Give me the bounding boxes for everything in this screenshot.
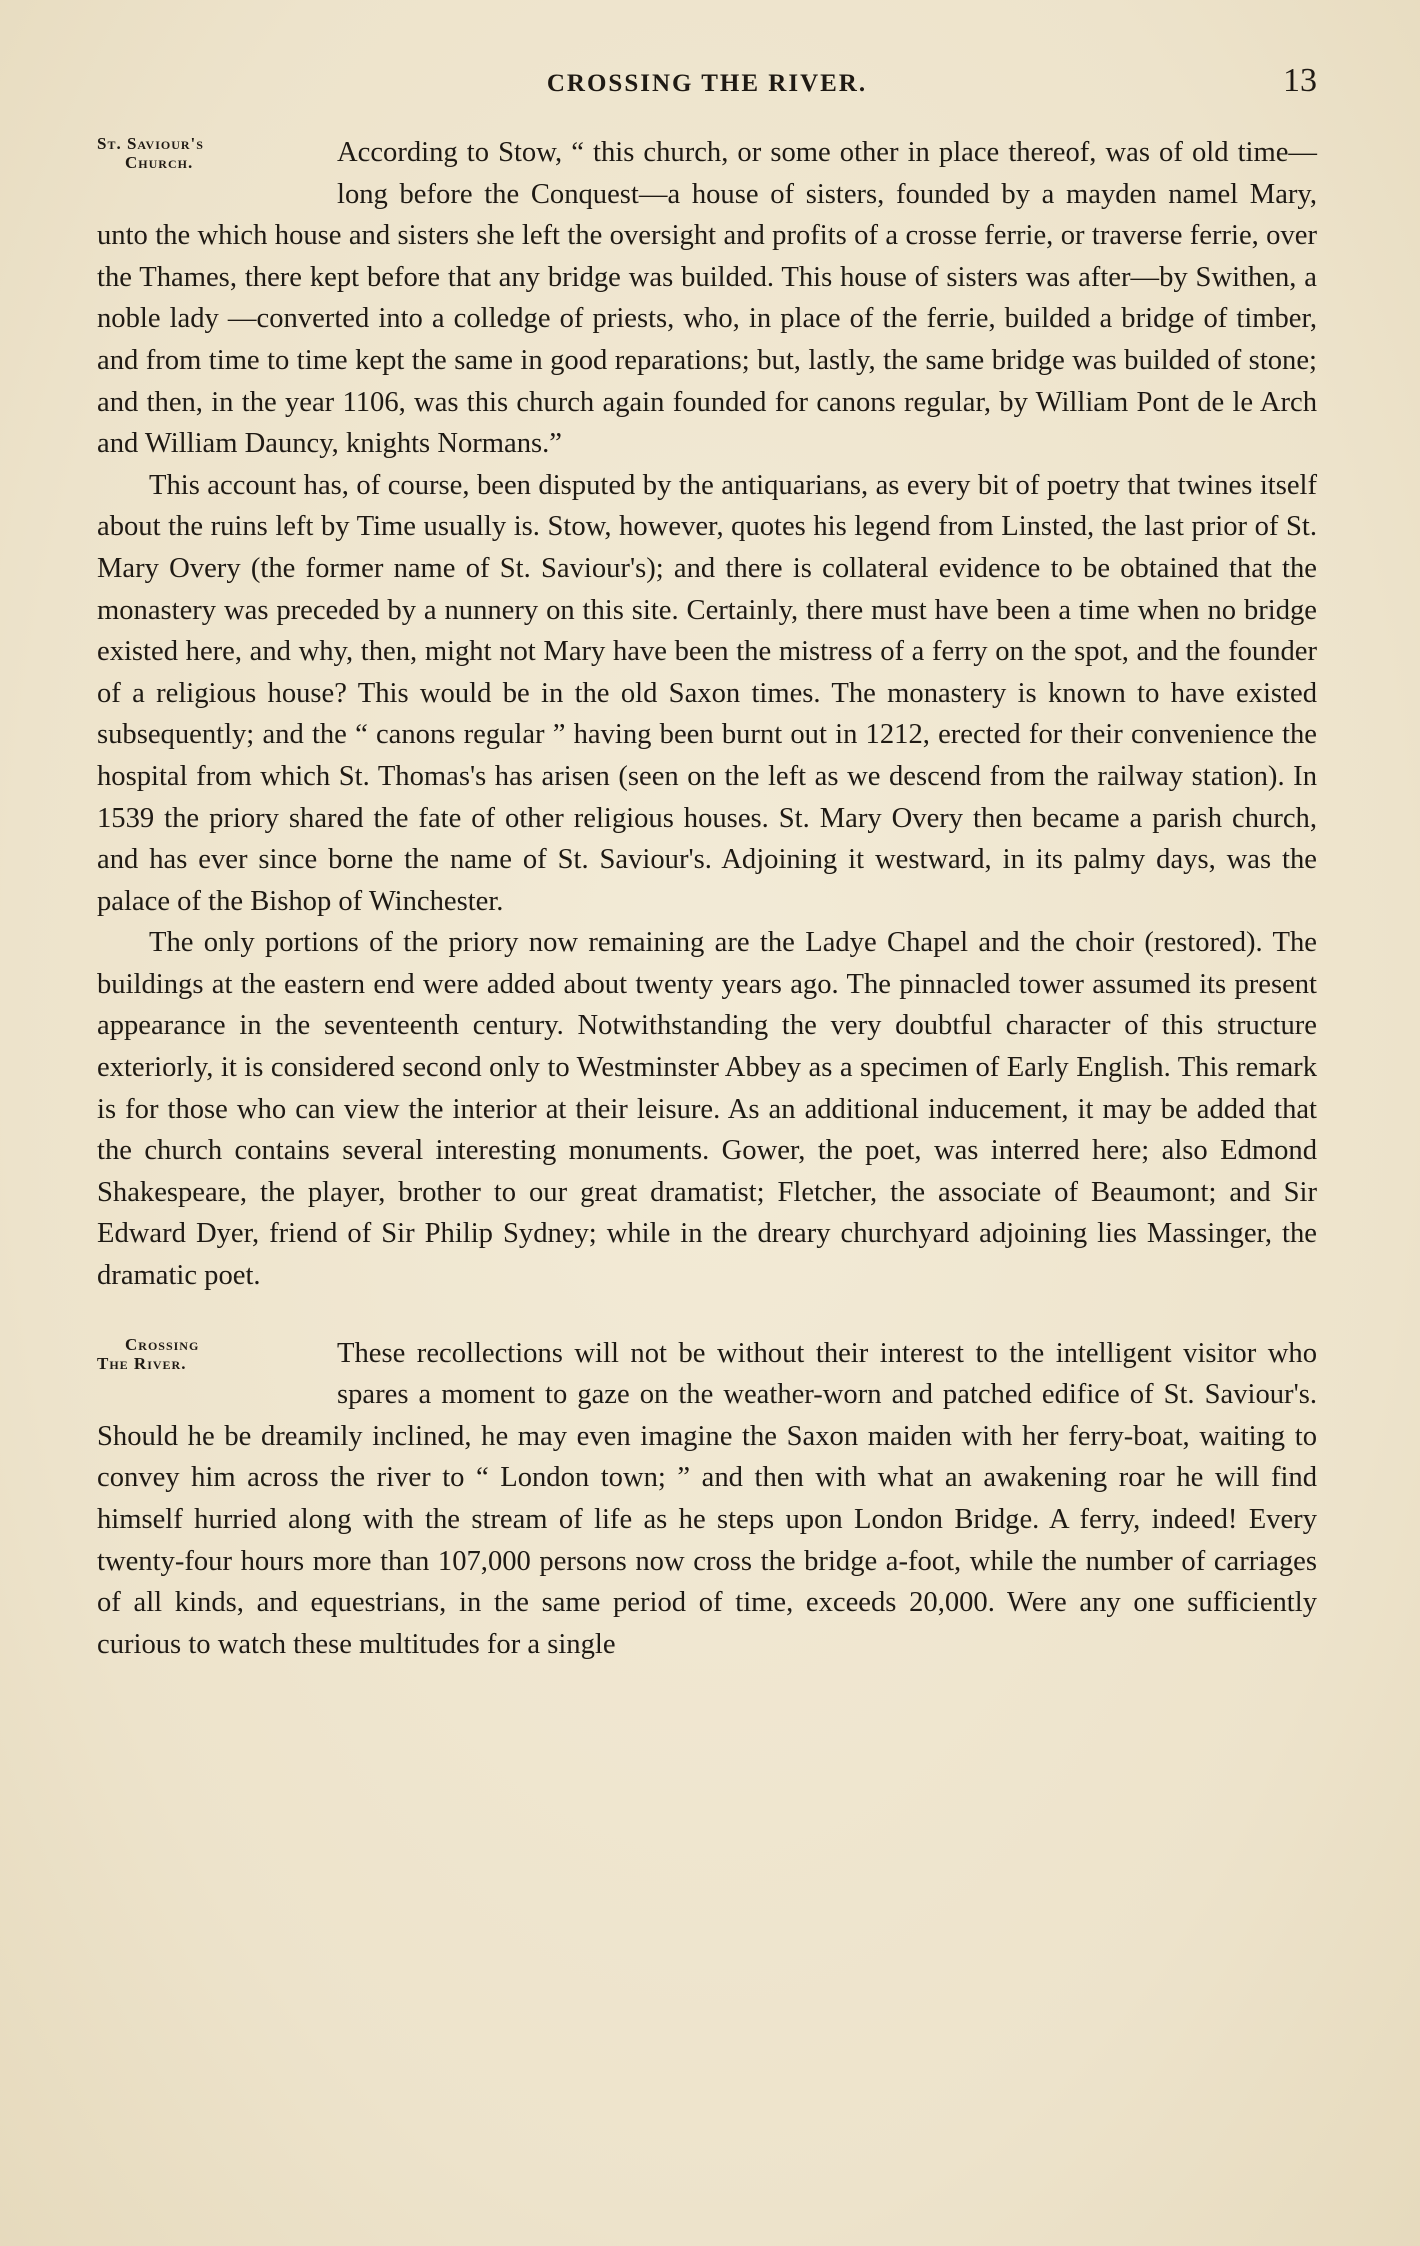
paragraph: According to Stow, “ this church, or some other in place thereof, was of old time—long before the Conquest—a house of sisters, founded by a mayden namel Mary, unto the which house and sisters she left the oversight and profits of a crosse ferrie, or traverse ferrie, over the Thames, there kept before that any bridge was builded. This house of sisters was after—by Swithen, a noble lady —converted into a colledge of priests, who, in place of the ferrie, builded a bridge of timber, and from time to time kept the same in good reparations; but, lastly, the same bridge was builded of stone; and then, in the year 1106, was this church again founded for canons regular, by William Pont de le Arch and William Dauncy, knights Normans.” xyxy=(97,137,1317,460)
paragraph: These recollections will not be without their interest to the intelligent visitor who spares a moment to gaze on the weather-worn and patched edifice of St. Saviour's. Should he be dreamily inclined, he may even imagine the Saxon maiden with her ferry-boat, waiting to convey him across the river to “ London town; ” and then with what an awakening roar he will find himself hurried along with the stream of life as he steps upon London Bridge. A ferry, indeed! Every twenty-four hours more than 107,000 persons now cross the bridge a-foot, while the number of carriages of all kinds, and equestrians, in the same period of time, exceeds 20,000. Were any one sufficiently curious to watch these multitudes for a single xyxy=(97,1337,1317,1660)
section-crossing-the-river xyxy=(97,1333,1317,1666)
marginal-note-line: St. Saviour's xyxy=(97,134,204,153)
page-number: 13 xyxy=(1283,62,1317,99)
marginal-note-line: Church. xyxy=(125,153,194,172)
marginal-note xyxy=(97,134,337,214)
running-head xyxy=(97,62,1317,106)
section-st-saviours-church xyxy=(97,132,1317,1297)
paragraph: This account has, of course, been disputed by the antiquarians, as every bit of poetry that twines itself about the ruins left by Time usually is. Stow, however, quotes his legend from Linsted, the last prior of St. Mary Overy (the former name of St. Saviour's); and there is collateral evidence to be obtained that the monastery was preceded by a nunnery on this site. Certainly, there must have been a time when no bridge existed here, and why, then, might not Mary have been the mistress of a ferry on the spot, and the founder of a religious house? This would be in the old Saxon times. The monastery is known to have existed subsequently; and the “ canons regular ” having been burnt out in 1212, erected for their convenience the hospital from which St. Thomas's has arisen (seen on the left as we descend from the railway station). In 1539 the priory shared the fate of other religious houses. St. Mary Overy then became a parish church, and has ever since borne the name of St. Saviour's. Adjoining it westward, in its palmy days, was the palace of the Bishop of Winchester. xyxy=(97,469,1317,917)
marginal-note-line: Crossing xyxy=(125,1334,200,1354)
paragraph: The only portions of the priory now remaining are the Ladye Chapel and the choir (restored). The buildings at the eastern end were added about twenty years ago. The pinnacled tower assumed its present appearance in the seventeenth century. Notwithstanding the very doubtful character of this structure exteriorly, it is considered second only to Westminster Abbey as a specimen of Early English. This remark is for those who can view the interior at their leisure. As an additional inducement, it may be added that the church contains several interesting monuments. Gower, the poet, was interred here; also Edmond Shakespeare, the player, brother to our great dramatist; Fletcher, the associate of Beaumont; and Sir Edward Dyer, friend of Sir Philip Sydney; while in the dreary churchyard adjoining lies Massinger, the dramatic poet. xyxy=(97,927,1317,1292)
marginal-note xyxy=(97,1335,337,1415)
marginal-note-line: The River. xyxy=(97,1353,187,1373)
body-text xyxy=(97,132,1317,1665)
running-title: CROSSING THE RIVER. xyxy=(546,70,868,97)
